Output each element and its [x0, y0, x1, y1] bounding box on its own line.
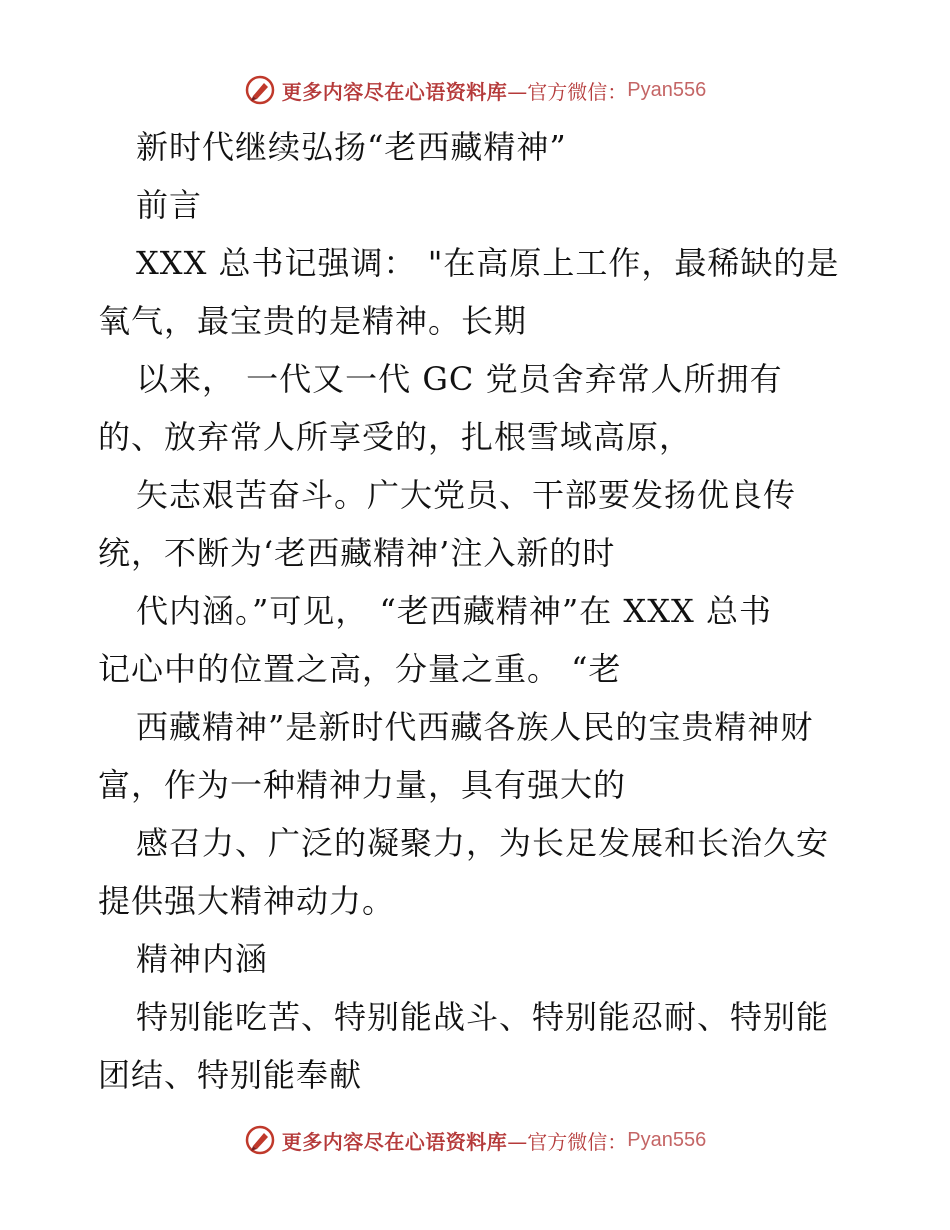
text-line: 富，作为一种精神力量，具有强大的	[98, 766, 627, 804]
text-line: 新时代继续弘扬“老西藏精神”	[136, 128, 567, 166]
watermark-separator: —官方微信：	[507, 79, 628, 104]
text-line: 西藏精神”是新时代西藏各族人民的宝贵精神财	[136, 708, 814, 746]
watermark-text: 更多内容尽在心语资料库	[281, 1129, 508, 1154]
pen-logo-icon	[244, 74, 276, 106]
pen-logo-icon	[244, 1124, 276, 1156]
text-line: 的、放弃常人所享受的，扎根雪域高原，	[98, 418, 693, 456]
text-line: 代内涵。”可见， “老西藏精神”在 XXX 总书	[136, 592, 772, 630]
watermark-account: Pyan556	[627, 78, 707, 101]
watermark-account: Pyan556	[627, 1128, 707, 1151]
text-line: 提供强大精神动力。	[98, 882, 396, 920]
text-line: 前言	[136, 186, 203, 224]
footer-watermark	[0, 1120, 950, 1160]
text-line: 精神内涵	[136, 940, 269, 978]
text-line: 记心中的位置之高，分量之重。 “老	[98, 650, 622, 688]
watermark-separator: —官方微信：	[507, 1129, 628, 1154]
text-line: XXX 总书记强调： "在高原上工作，最稀缺的是	[136, 244, 840, 282]
text-line: 氧气，最宝贵的是精神。长期	[98, 302, 528, 340]
text-line: 特别能吃苦、特别能战斗、特别能忍耐、特别能	[136, 998, 830, 1036]
watermark-text: 更多内容尽在心语资料库	[281, 79, 508, 104]
text-line: 矢志艰苦奋斗。广大党员、干部要发扬优良传	[136, 476, 797, 514]
text-line: 团结、特别能奉献	[98, 1056, 363, 1094]
text-line: 统，不断为‘老西藏精神’注入新的时	[98, 534, 616, 572]
text-line: 感召力、广泛的凝聚力，为长足发展和长治久安	[136, 824, 830, 862]
header-watermark	[0, 70, 950, 110]
text-line: 以来， 一代又一代 GC 党员舍弃常人所拥有	[136, 360, 783, 398]
document-body	[98, 118, 858, 1104]
